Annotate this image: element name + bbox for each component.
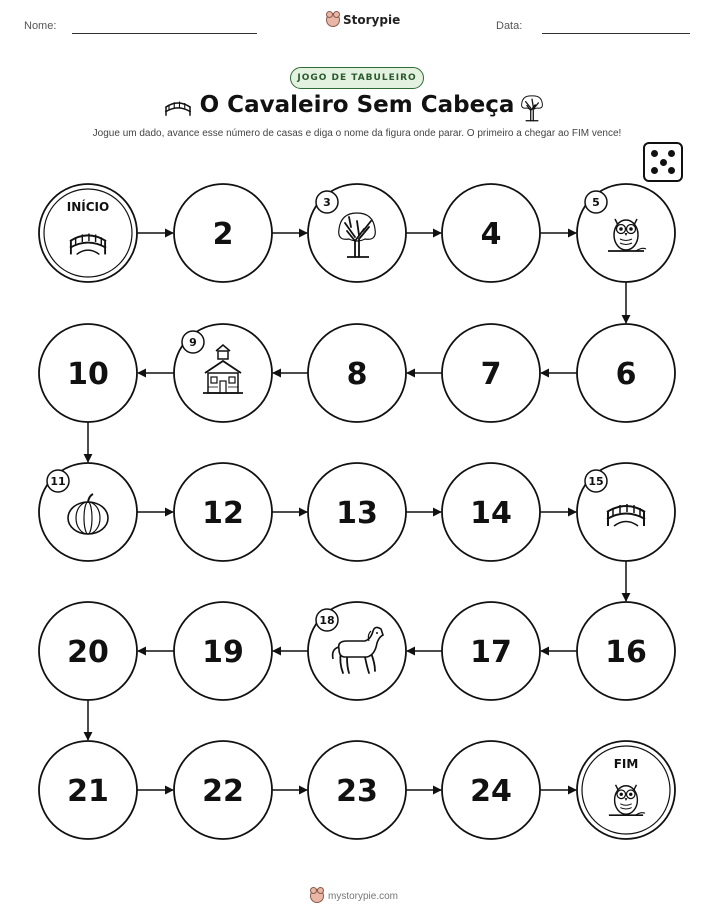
footer-url[interactable]: mystorypie.com (328, 890, 399, 902)
space-number: 22 (202, 774, 244, 809)
board-space-12[interactable] (174, 463, 272, 561)
space-number: 4 (480, 217, 502, 252)
space-number: 15 (588, 475, 604, 488)
space-number: 10 (67, 357, 109, 392)
footer (310, 889, 398, 903)
board-space-9[interactable] (174, 324, 272, 422)
space-number: 14 (470, 496, 512, 531)
space-number: 21 (67, 774, 109, 809)
board-space-7[interactable] (442, 324, 540, 422)
board-space-18[interactable] (308, 602, 406, 700)
board-space-11[interactable] (39, 463, 137, 561)
space-number: 8 (346, 357, 368, 392)
board-space-23[interactable] (308, 741, 406, 839)
instructions-text: Jogue um dado, avance esse número de casas e diga o nome da figura onde parar. O primeiro a chegar ao FIM vence! (92, 128, 622, 139)
board-space-8[interactable] (308, 324, 406, 422)
space-number: 20 (67, 635, 109, 670)
board-space-17[interactable] (442, 602, 540, 700)
space-number: 13 (336, 496, 378, 531)
space-label: INÍCIO (66, 200, 110, 214)
space-label: FIM (613, 757, 639, 771)
board-space-16[interactable] (577, 602, 675, 700)
board-space-4[interactable] (442, 184, 540, 282)
bear-icon (310, 889, 324, 903)
brand-name: Storypie (343, 13, 401, 27)
board-space-14[interactable] (442, 463, 540, 561)
board-space-10[interactable] (39, 324, 137, 422)
board-space-22[interactable] (174, 741, 272, 839)
space-number: 2 (212, 217, 234, 252)
board-space-25[interactable] (577, 741, 675, 839)
space-number: 16 (605, 635, 647, 670)
board-space-6[interactable] (577, 324, 675, 422)
board-space-3[interactable] (308, 184, 406, 282)
category-badge: JOGO DE TABULEIRO (290, 67, 424, 89)
space-number: 23 (336, 774, 378, 809)
space-number: 7 (480, 357, 502, 392)
space-number: 5 (592, 196, 600, 209)
space-number: 3 (323, 196, 331, 209)
page-title: O Cavaleiro Sem Cabeça (199, 92, 515, 118)
space-circle (39, 184, 137, 282)
board-space-19[interactable] (174, 602, 272, 700)
name-label: Nome: (24, 20, 57, 32)
board-space-21[interactable] (39, 741, 137, 839)
board-space-1[interactable] (39, 184, 137, 282)
space-number: 11 (50, 475, 66, 488)
space-number: 17 (470, 635, 512, 670)
board-space-2[interactable] (174, 184, 272, 282)
date-label: Data: (496, 20, 523, 32)
space-number: 24 (470, 774, 512, 809)
space-number: 9 (189, 336, 197, 349)
board-space-13[interactable] (308, 463, 406, 561)
space-number: 19 (202, 635, 244, 670)
board-space-5[interactable] (577, 184, 675, 282)
board-space-20[interactable] (39, 602, 137, 700)
space-number: 18 (319, 614, 335, 627)
space-number: 6 (615, 357, 637, 392)
space-number: 12 (202, 496, 244, 531)
board-space-15[interactable] (577, 463, 675, 561)
board-space-24[interactable] (442, 741, 540, 839)
